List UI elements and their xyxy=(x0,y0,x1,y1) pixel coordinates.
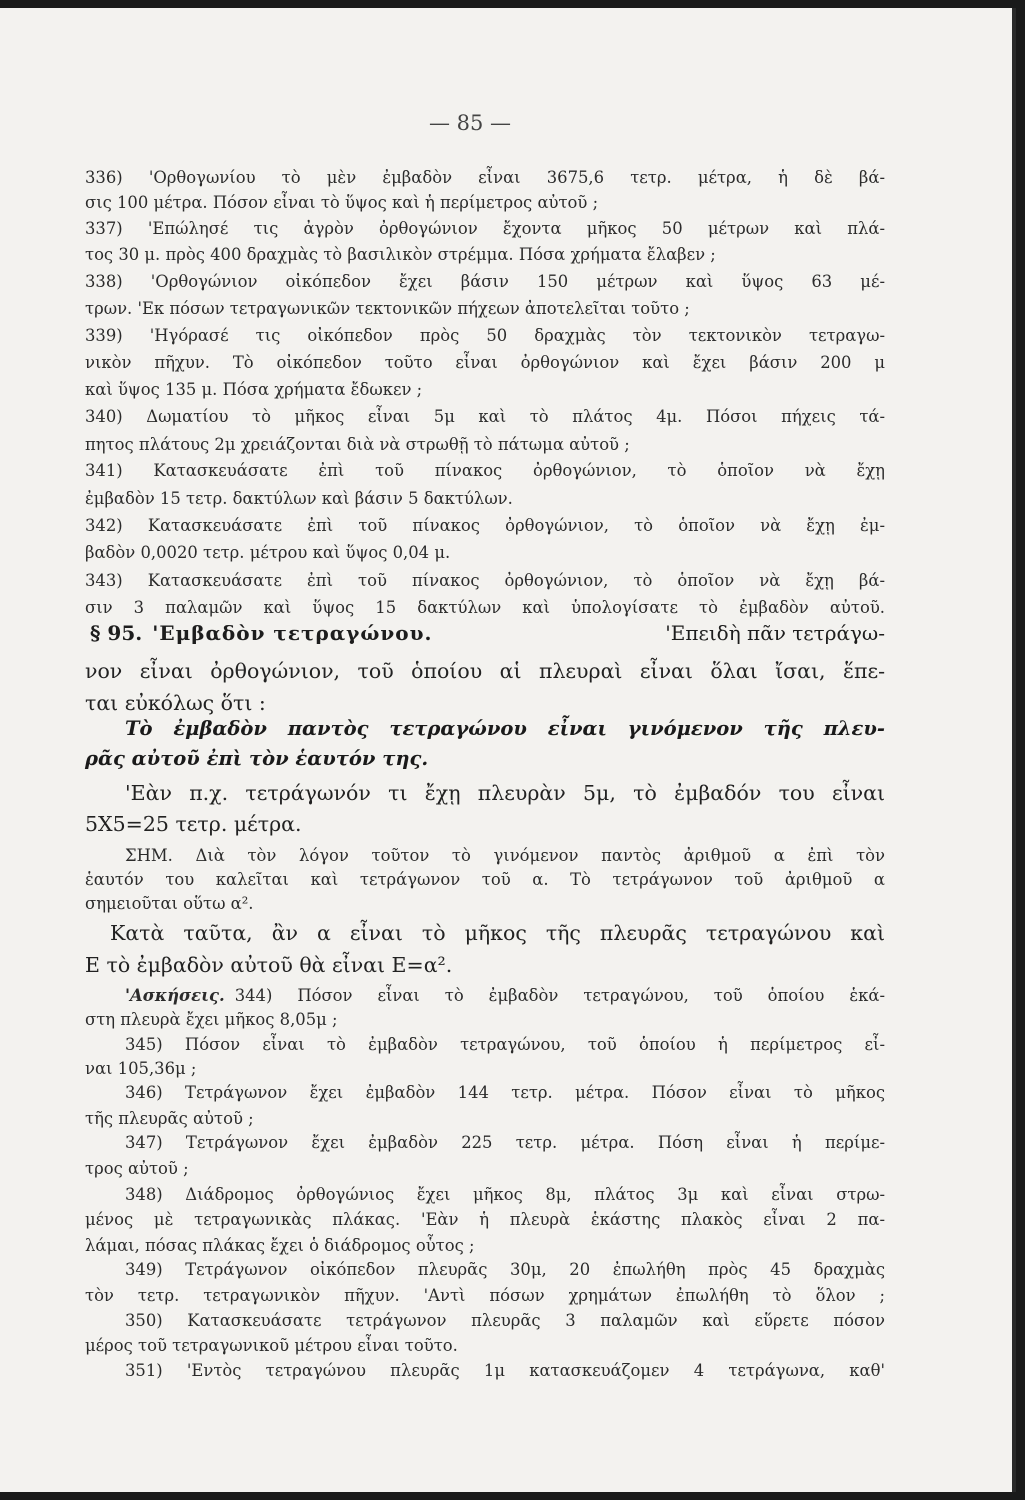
text-line: 337) 'Επώλησέ τις ἀγρὸν ὀρθογώνιον ἔχοντα μῆκος 50 μέτρων καὶ πλά- xyxy=(85,219,885,238)
text-line: πητος πλάτους 2μ χρειάζονται διὰ νὰ στρωθῇ τὸ πάτωμα αὐτοῦ ; xyxy=(85,435,630,454)
text-line: ἐμβαδὸν 15 τετρ. δακτύλων καὶ βάσιν 5 δακτύλων. xyxy=(85,489,513,508)
text-line: ναι 105,36μ ; xyxy=(85,1059,197,1078)
text-line: τῆς πλευρᾶς αὐτοῦ ; xyxy=(85,1109,254,1128)
text-line: σιν 3 παλαμῶν καὶ ὕψος 15 δακτύλων καὶ ὑπολογίσατε τὸ ἐμβαδὸν αὐτοῦ. xyxy=(85,598,885,617)
text-line: τος 30 μ. πρὸς 400 δραχμὰς τὸ βασιλικὸν στρέμμα. Πόσα χρήματα ἔλαβεν ; xyxy=(85,245,716,264)
section-heading xyxy=(90,623,885,643)
section-intro: 'Επειδὴ πᾶν τετράγω- xyxy=(665,621,885,645)
text-line: 338) 'Ορθογώνιον οἰκόπεδον ἔχει βάσιν 150 μέτρων καὶ ὕψος 63 μέ- xyxy=(85,272,885,291)
rule-statement: ρᾶς αὐτοῦ ἐπὶ τὸν ἑαυτόν της. xyxy=(85,747,429,770)
text-line: 341) Κατασκευάσατε ἐπὶ τοῦ πίνακος ὀρθογώνιον, τὸ ὁποῖον νὰ ἔχῃ xyxy=(85,461,885,480)
section-number: § 95. xyxy=(90,621,143,645)
text-line: 343) Κατασκευάσατε ἐπὶ τοῦ πίνακος ὀρθογώνιον, τὸ ὁποῖον νὰ ἔχῃ βά- xyxy=(85,571,885,590)
note-line: σημειοῦται οὕτω α². xyxy=(85,894,254,913)
rule-statement: Τὸ ἐμβαδὸν παντὸς τετραγώνου εἶναι γινόμενον τῆς πλευ- xyxy=(125,717,885,740)
text-line: καὶ ὕψος 135 μ. Πόσα χρήματα ἔδωκεν ; xyxy=(85,380,423,399)
text-line: 347) Τετράγωνον ἔχει ἐμβαδὸν 225 τετρ. μέτρα. Πόση εἶναι ἡ περίμε- xyxy=(125,1133,885,1152)
text-line: 349) Τετράγωνον οἰκόπεδον πλευρᾶς 30μ, 20 ἐπωλήθη πρὸς 45 δραχμὰς xyxy=(125,1260,885,1279)
text-line: νικὸν πῆχυν. Τὸ οἰκόπεδον τοῦτο εἶναι ὀρθογώνιον καὶ ἔχει βάσιν 200 μ xyxy=(85,353,885,372)
text-line: μένος μὲ τετραγωνικὰς πλάκας. 'Εὰν ἡ πλευρὰ ἑκάστης πλακὸς εἶναι 2 πα- xyxy=(85,1210,885,1229)
exercises-heading xyxy=(125,986,885,1006)
text-line: ται εὐκόλως ὅτι : xyxy=(85,691,266,715)
text-line: νον εἶναι ὀρθογώνιον, τοῦ ὁποίου αἱ πλευραὶ εἶναι ὅλαι ἴσαι, ἕπε- xyxy=(85,659,885,683)
text-line: 340) Δωματίου τὸ μῆκος εἶναι 5μ καὶ τὸ πλάτος 4μ. Πόσοι πήχεις τά- xyxy=(85,407,885,426)
exercises-label: 'Ασκήσεις. xyxy=(125,986,225,1005)
text-line: σις 100 μέτρα. Πόσον εἶναι τὸ ὕψος καὶ ἡ περίμετρος αὐτοῦ ; xyxy=(85,193,599,212)
note-line: ΣΗΜ. Διὰ τὸν λόγον τοῦτον τὸ γινόμενον παντὸς ἀριθμοῦ α ἐπὶ τὸν xyxy=(125,846,885,865)
text-line: λάμαι, πόσας πλάκας ἔχει ὁ διάδρομος οὗτος ; xyxy=(85,1236,475,1255)
text-line: 351) 'Εντὸς τετραγώνου πλευρᾶς 1μ κατασκευάζομεν 4 τετράγωνα, καθ' xyxy=(125,1361,885,1380)
text-line: τὸν τετρ. τετραγωνικὸν πῆχυν. 'Αντὶ πόσων χρημάτων ἐπωλήθη τὸ ὅλον ; xyxy=(85,1286,885,1305)
text-line: στη πλευρὰ ἔχει μῆκος 8,05μ ; xyxy=(85,1010,338,1029)
text-line: μέρος τοῦ τετραγωνικοῦ μέτρου εἶναι τοῦτο. xyxy=(85,1336,458,1355)
text-line: 346) Τετράγωνον ἔχει ἐμβαδὸν 144 τετρ. μέτρα. Πόσον εἶναι τὸ μῆκος xyxy=(125,1083,885,1102)
section-title: 'Εμβαδὸν τετραγώνου. xyxy=(152,621,433,645)
note-line: ἑαυτόν του καλεῖται καὶ τετράγωνον τοῦ α. Τὸ τετράγωνον τοῦ ἀριθμοῦ α xyxy=(85,870,885,889)
text-line: 350) Κατασκευάσατε τετράγωνον πλευρᾶς 3 παλαμῶν καὶ εὕρετε πόσον xyxy=(125,1311,885,1330)
book-page xyxy=(0,8,1016,1492)
text-line: 348) Διάδρομος ὀρθογώνιος ἔχει μῆκος 8μ, πλάτος 3μ καὶ εἶναι στρω- xyxy=(125,1185,885,1204)
text-line: βαδὸν 0,0020 τετρ. μέτρου καὶ ὕψος 0,04 μ. xyxy=(85,543,451,562)
text-line: 342) Κατασκευάσατε ἐπὶ τοῦ πίνακος ὀρθογώνιον, τὸ ὁποῖον νὰ ἔχῃ ἐμ- xyxy=(85,516,885,535)
text-line: 'Εὰν π.χ. τετράγωνόν τι ἔχῃ πλευρὰν 5μ, τὸ ἐμβαδόν του εἶναι xyxy=(125,781,885,805)
text-line: Κατὰ ταῦτα, ἂν α εἶναι τὸ μῆκος τῆς πλευρᾶς τετραγώνου καὶ xyxy=(110,921,885,945)
text-line: 336) 'Ορθογωνίου τὸ μὲν ἐμβαδὸν εἶναι 3675,6 τετρ. μέτρα, ἡ δὲ βά- xyxy=(85,168,885,187)
text-line: 5X5=25 τετρ. μέτρα. xyxy=(85,812,302,836)
page-number: — 85 — xyxy=(428,111,512,135)
text-line: 339) 'Ηγόρασέ τις οἰκόπεδον πρὸς 50 δραχμὰς τὸν τεκτονικὸν τετραγω- xyxy=(85,326,885,345)
formula-line: Ε τὸ ἐμβαδὸν αὐτοῦ θὰ εἶναι Ε=α². xyxy=(85,953,453,977)
text-line: τρων. 'Εκ πόσων τετραγωνικῶν τεκτονικῶν πήχεων ἀποτελεῖται τοῦτο ; xyxy=(85,299,690,318)
text-line: 344) Πόσον εἶναι τὸ ἐμβαδὸν τετραγώνου, τοῦ ὁποίου ἑκά- xyxy=(234,986,885,1005)
text-line: 345) Πόσον εἶναι τὸ ἐμβαδὸν τετραγώνου, τοῦ ὁποίου ἡ περίμετρος εἶ- xyxy=(125,1035,885,1054)
text-line: τρος αὐτοῦ ; xyxy=(85,1159,189,1178)
